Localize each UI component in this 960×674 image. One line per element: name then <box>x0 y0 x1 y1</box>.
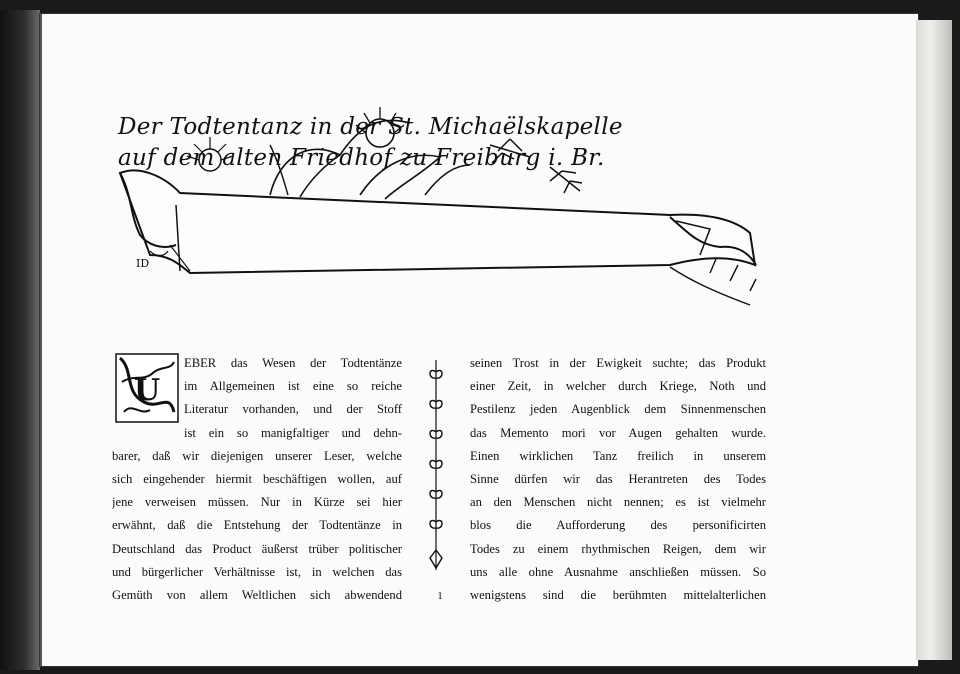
book-spine-shadow <box>0 10 40 670</box>
vine-ornament-icon <box>426 360 446 570</box>
text-line: jene verweisen müssen. Nur in Kürze sei hier <box>112 495 402 510</box>
text-line: uns alle ohne Ausnahme anschließen müssen. So <box>470 564 766 579</box>
text-line: und bürgerlicher Verhältnisse ist, in welchen das <box>112 564 402 579</box>
text-line: erwähnt, daß die Entstehung der Todtentänze in <box>112 518 402 533</box>
left-text-column <box>112 352 402 607</box>
text-line: einer Zeit, in welcher durch Kriege, Noth und <box>470 379 766 394</box>
banner-signature: ID <box>136 257 150 270</box>
text-line: Einen wirklichen Tanz freilich in unserem <box>470 448 766 463</box>
page-title <box>118 112 623 174</box>
text-line: Todes zu einem rhythmischen Reigen, dem wir <box>470 541 766 556</box>
title-line-2: auf dem alten Friedhof zu Freiburg i. Br. <box>118 145 605 171</box>
page-number: 1 <box>437 590 443 602</box>
initial-letter: U <box>134 373 161 408</box>
text-line: das Memento mori vor Augen gehalten wurde. <box>470 425 766 440</box>
page-edge <box>916 20 952 660</box>
title-line-1: Der Todtentanz in der St. Michaëlskapelle <box>118 114 623 140</box>
column-divider-ornament <box>426 360 446 570</box>
text-line: EBER das Wesen der Todtentänze <box>184 356 402 370</box>
text-line: blos die Aufforderung des personificirten <box>470 518 766 533</box>
text-line: seinen Trost in der Ewigkeit suchte; das Produkt <box>470 356 766 370</box>
text-line: Sinne dürfen wir das Herantreten des Todes <box>470 471 766 486</box>
text-line: sich eingehender hiermit beschäftigen wollen, auf <box>112 471 402 486</box>
text-line: an den Menschen nicht nennen; es ist vielmehr <box>470 495 766 510</box>
text-line: barer, daß wir diejenigen unserer Leser, welche <box>112 448 402 463</box>
text-line: Literatur vorhanden, und der Stoff <box>184 402 402 417</box>
text-line: Deutschland das Product äußerst trüber politischer <box>112 541 402 556</box>
text-line: ist ein so manigfaltiger und dehn- <box>184 425 402 440</box>
right-text-column <box>470 352 766 607</box>
text-line: Gemüth von allem Weltlichen sich abwendend <box>112 587 402 602</box>
text-line: wenigstens sind die berühmten mittelalterlichen <box>470 587 766 602</box>
text-line: Pestilenz jeden Augenblick dem Sinnenmenschen <box>470 402 766 417</box>
text-line: im Allgemeinen ist eine so reiche <box>184 379 402 394</box>
